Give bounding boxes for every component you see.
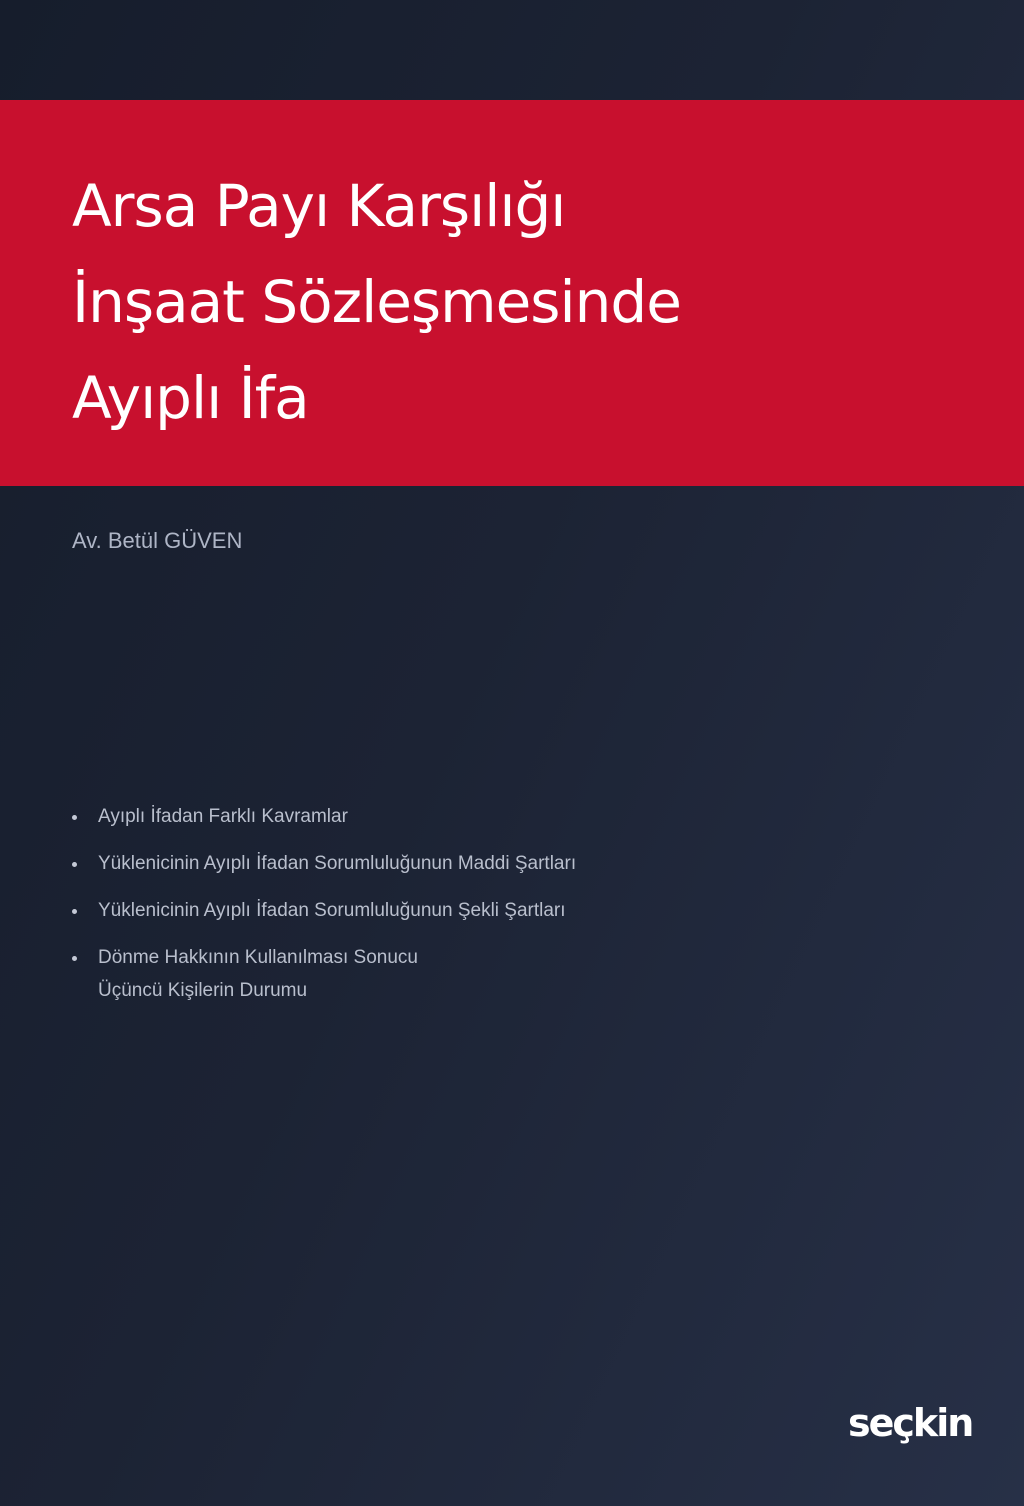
topic-list — [72, 800, 772, 1021]
topic-text: Yüklenicinin Ayıplı İfadan Sorumluluğunun Maddi Şartları — [98, 853, 577, 874]
topic-text: Dönme Hakkının Kullanılması Sonucu Üçüncü Kişilerin Durumu — [98, 947, 418, 1001]
bullet-icon — [72, 862, 77, 867]
author-name: Av. Betül GÜVEN — [72, 528, 243, 553]
bullet-icon — [72, 815, 77, 820]
book-title-line-3: Ayıplı İfa — [72, 364, 309, 432]
topic-item — [72, 847, 772, 880]
topic-item — [72, 894, 772, 927]
topic-item — [72, 941, 478, 1007]
publisher-logo: seçkin — [848, 1401, 973, 1445]
topic-text: Yüklenicinin Ayıplı İfadan Sorumluluğunun Şekli Şartları — [98, 900, 566, 921]
bullet-icon — [72, 956, 77, 961]
title-band — [0, 100, 1024, 486]
topic-item — [72, 800, 772, 833]
book-title-line-2: İnşaat Sözleşmesinde — [72, 268, 681, 336]
topic-text: Ayıplı İfadan Farklı Kavramlar — [98, 806, 348, 827]
book-title-line-1: Arsa Payı Karşılığı — [72, 172, 566, 240]
bullet-icon — [72, 909, 77, 914]
